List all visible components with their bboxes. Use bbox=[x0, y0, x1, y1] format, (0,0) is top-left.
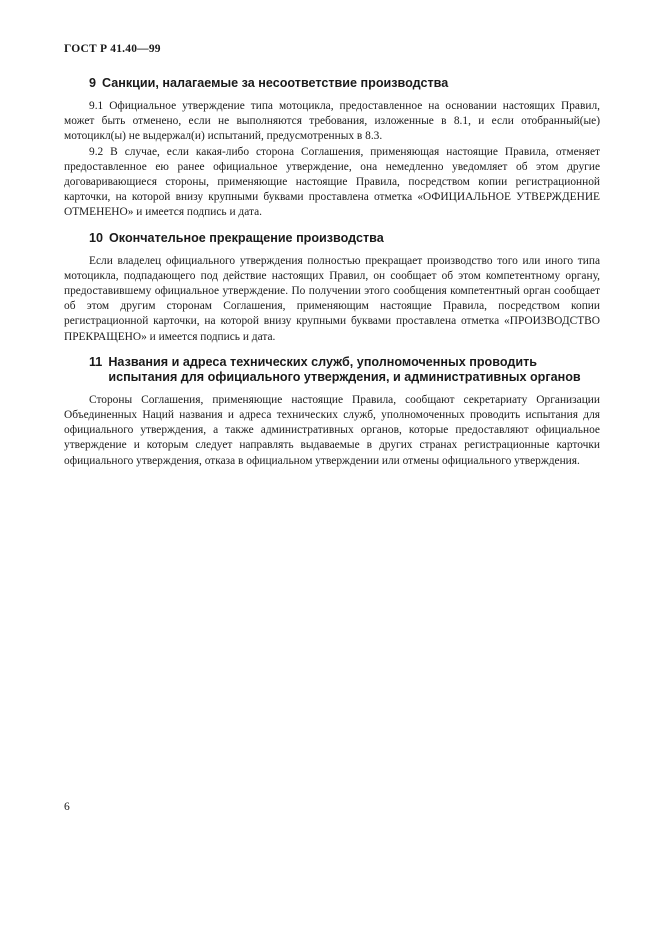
section-title: Названия и адреса технических служб, уполномоченных проводить испытания для официального утверждения, и административных органов bbox=[108, 354, 581, 384]
section-11 bbox=[64, 355, 600, 469]
section-number: 11 bbox=[89, 354, 103, 369]
section-title: Окончательное прекращение производства bbox=[109, 230, 384, 245]
section-9 bbox=[64, 76, 600, 221]
section-number: 10 bbox=[89, 230, 104, 245]
page-number: 6 bbox=[64, 801, 70, 813]
document-code: ГОСТ Р 41.40—99 bbox=[64, 43, 161, 55]
section-heading bbox=[64, 76, 600, 91]
paragraph-9-1: 9.1 Официальное утверждение типа мотоцикла, предоставленное на основании настоящих Правил, может быть отменено, если не выполняются требования, изложенные в 8.1, и если отобранный(ые) мотоцикл(ы) не выдержал(и) испытаний, предусмотренных в 8.3. bbox=[64, 100, 600, 143]
paragraph-9-2: 9.2 В случае, если какая-либо сторона Соглашения, применяющая настоящие Правила, отменяет предоставленное ею ранее официальное утверждение, она немедленно уведомляет об этом другие договаривающиеся стороны, применяющие настоящие Правила, посредством копии регистрационной карточки, на которой внизу крупными буквами проставлена отметка «ОФИЦИАЛЬНОЕ УТВЕРЖДЕНИЕ ОТМЕНЕНО» и имеется подпись и дата. bbox=[64, 145, 600, 219]
paragraph-10: Если владелец официального утверждения полностью прекращает производство того или иного типа мотоцикла, подпадающего под действие настоящих Правил, он сообщает об этом компетентному органу, предоставившему официальное утверждение. По получении этого сообщения компетентный орган сообщает об этом другим сторонам Соглашения, применяющим настоящие Правила, посредством копии регистрационной карточки, на которой внизу крупными буквами проставлена отметка «ПРОИЗВОДСТВО ПРЕКРАЩЕНО» и имеется подпись и дата. bbox=[64, 254, 600, 343]
section-heading bbox=[64, 231, 600, 246]
document-body bbox=[64, 76, 600, 469]
section-title: Санкции, налагаемые за несоответствие производства bbox=[102, 76, 449, 90]
section-number: 9 bbox=[89, 76, 97, 90]
section-heading bbox=[64, 355, 600, 385]
paragraph-11: Стороны Соглашения, применяющие настоящие Правила, сообщают секретариату Организации Объединенных Наций названия и адреса технических служб, уполномоченных проводить испытания для официального утверждения, а также административных органов, которые предоставляют официальное утверждение и которым следует направлять выдаваемые в других странах регистрационные карточки официального утверждения, отказа в официальном утверждении или отмены официального утверждения. bbox=[64, 393, 600, 467]
section-10 bbox=[64, 231, 600, 345]
